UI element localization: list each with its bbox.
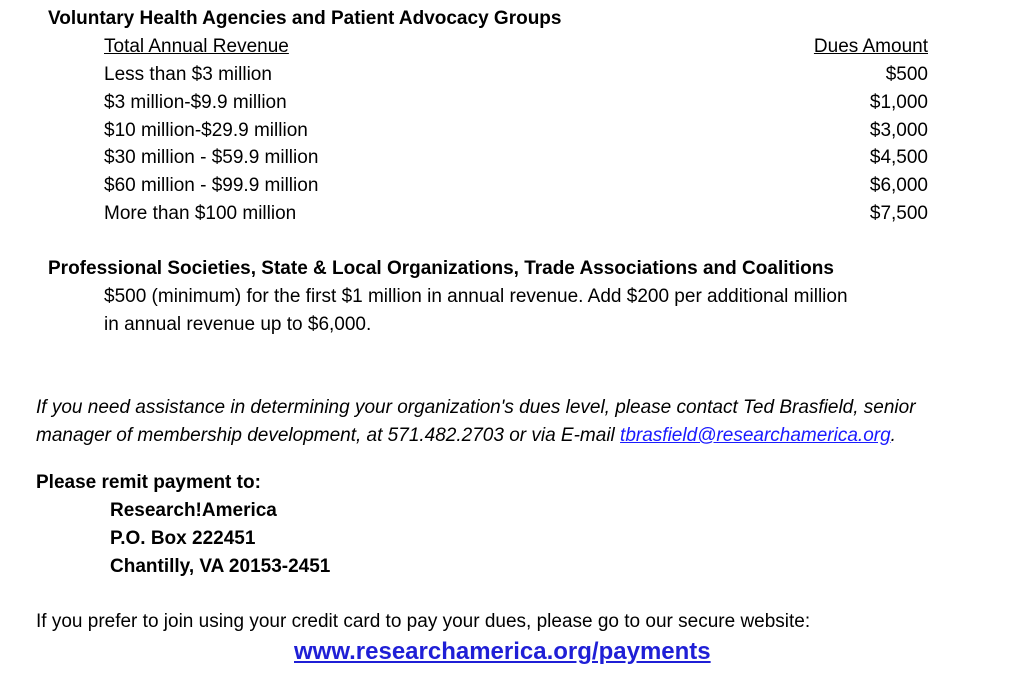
remit-name: Research!America bbox=[110, 500, 277, 521]
table-row-dues: $4,500 bbox=[869, 147, 928, 168]
remit-heading: Please remit payment to: bbox=[36, 472, 261, 493]
revenue-column-header: Total Annual Revenue bbox=[104, 36, 289, 57]
section2-text-line2: in annual revenue up to $6,000. bbox=[104, 314, 372, 335]
assistance-text-suffix: . bbox=[890, 425, 896, 446]
table-row-dues: $500 bbox=[885, 64, 928, 85]
table-row-dues: $1,000 bbox=[869, 92, 928, 113]
payments-website-link[interactable]: www.researchamerica.org/payments bbox=[294, 638, 711, 665]
table-row-revenue: $30 million - $59.9 million bbox=[104, 147, 319, 168]
remit-city: Chantilly, VA 20153-2451 bbox=[110, 556, 331, 577]
table-row-dues: $6,000 bbox=[869, 175, 928, 196]
email-link[interactable]: tbrasfield@researchamerica.org bbox=[620, 425, 891, 446]
remit-po-box: P.O. Box 222451 bbox=[110, 528, 256, 549]
assistance-text-line2 bbox=[36, 425, 896, 447]
online-payment-text: If you prefer to join using your credit card to pay your dues, please go to our secure website: bbox=[36, 611, 811, 632]
table-row-revenue: $60 million - $99.9 million bbox=[104, 175, 319, 196]
section2-text-line1: $500 (minimum) for the first $1 million in annual revenue. Add $200 per additional million bbox=[104, 286, 848, 307]
assistance-text-prefix: manager of membership development, at 571.482.2703 or via E-mail bbox=[36, 425, 621, 446]
section1-heading: Voluntary Health Agencies and Patient Advocacy Groups bbox=[48, 8, 562, 29]
table-row-revenue: $3 million-$9.9 million bbox=[104, 92, 287, 113]
assistance-text-line1: If you need assistance in determining your organization's dues level, please contact Ted Brasfield, senior bbox=[36, 397, 916, 418]
dues-column-header: Dues Amount bbox=[813, 36, 928, 57]
table-row-dues: $7,500 bbox=[869, 203, 928, 224]
table-row-revenue: $10 million-$29.9 million bbox=[104, 120, 308, 141]
table-row-dues: $3,000 bbox=[869, 120, 928, 141]
table-row-revenue: Less than $3 million bbox=[104, 64, 272, 85]
table-row-revenue: More than $100 million bbox=[104, 203, 297, 224]
section2-heading: Professional Societies, State & Local Organizations, Trade Associations and Coalitions bbox=[48, 258, 834, 279]
